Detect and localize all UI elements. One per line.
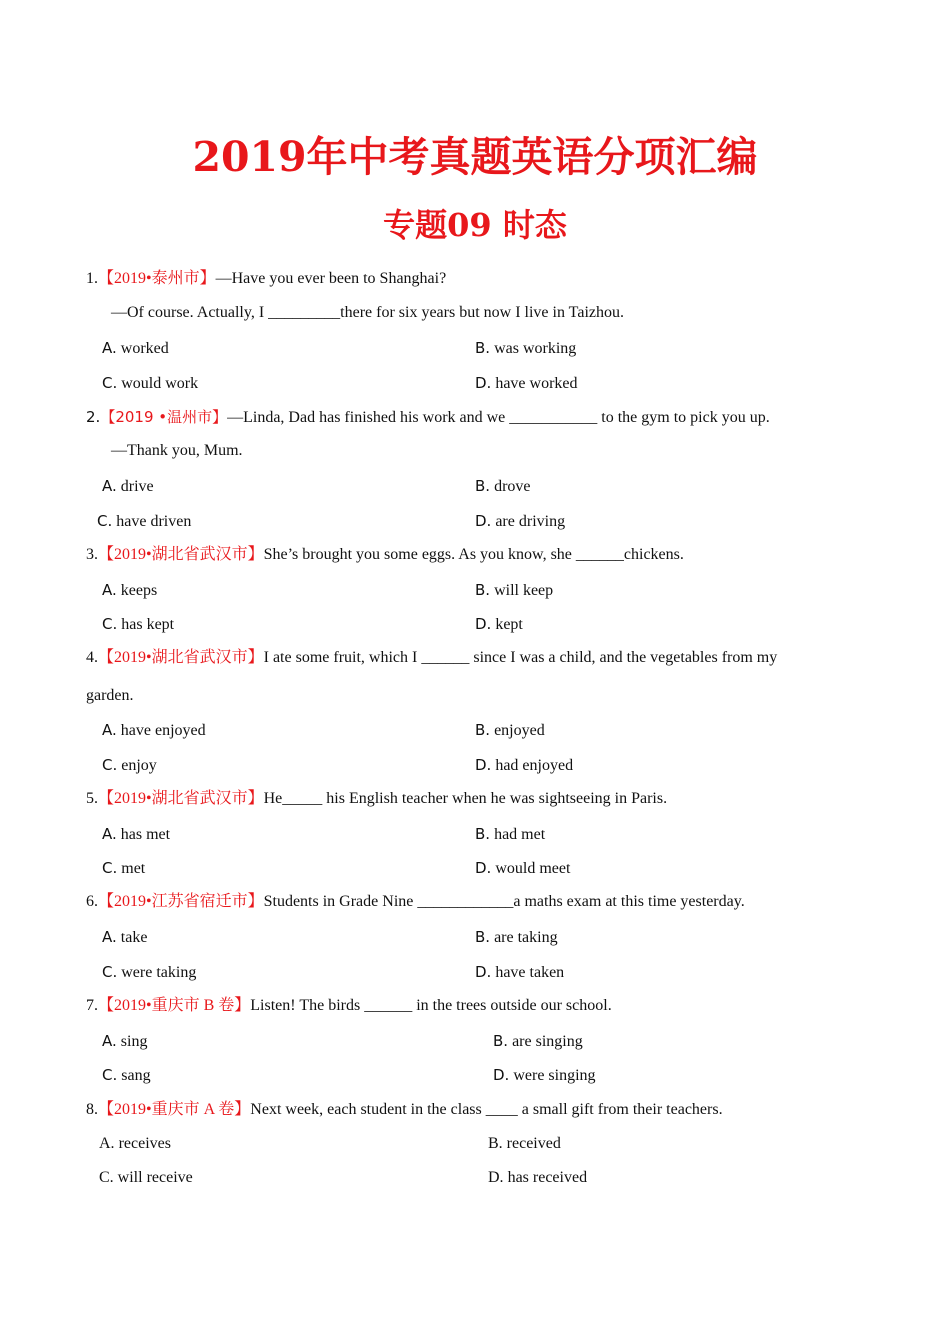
question-stem: She’s brought you some eggs. As you know, she ______chickens. — [263, 546, 684, 563]
question-2-line-2: —Thank you, Mum. — [111, 442, 243, 459]
option-a[interactable]: A. worked — [102, 339, 169, 357]
question-1-line-2: —Of course. Actually, I _________there for six years but now I live in Taizhou. — [111, 304, 624, 321]
question-stem: He_____ his English teacher when he was sightseeing in Paris. — [263, 790, 668, 807]
option-b[interactable]: B. drove — [475, 477, 531, 495]
option-a[interactable]: A. sing — [102, 1032, 148, 1050]
option-a[interactable]: A. receives — [99, 1135, 171, 1152]
option-a[interactable]: A. keeps — [102, 581, 158, 599]
question-source: 【2019•重庆市 B 卷】 — [98, 997, 251, 1014]
question-4-line-2: garden. — [86, 687, 134, 704]
option-a[interactable]: A. drive — [102, 477, 154, 495]
question-number: 1. — [86, 270, 98, 287]
option-c[interactable]: C. has kept — [102, 615, 175, 633]
question-source: 【2019•湖北省武汉市】 — [98, 649, 264, 666]
question-source: 【2019•湖北省武汉市】 — [98, 790, 264, 807]
option-c[interactable]: C. sang — [102, 1066, 151, 1084]
page-subtitle: 专题09 时态 — [383, 206, 567, 244]
option-c[interactable]: C. were taking — [102, 963, 197, 981]
question-source: 【2019•江苏省宿迁市】 — [98, 893, 264, 910]
option-d[interactable]: D. would meet — [475, 859, 571, 877]
question-source: 【2019•湖北省武汉市】 — [98, 546, 264, 563]
question-5 — [86, 789, 667, 809]
question-3 — [86, 545, 684, 565]
option-d[interactable]: D. are driving — [475, 512, 566, 530]
question-number: 5. — [86, 790, 98, 807]
option-a[interactable]: A. have enjoyed — [102, 721, 206, 739]
question-stem: Next week, each student in the class ____ a small gift from their teachers. — [250, 1101, 723, 1118]
option-c[interactable]: C. met — [102, 859, 146, 877]
question-1 — [86, 269, 446, 289]
option-b[interactable]: B. are taking — [475, 928, 558, 946]
question-8 — [86, 1100, 723, 1120]
option-c[interactable]: C. enjoy — [102, 756, 157, 774]
question-source: 【2019•重庆市 A 卷】 — [98, 1101, 251, 1118]
question-stem: —Linda, Dad has finished his work and we ___________ to the gym to pick you up. — [227, 409, 770, 426]
question-number: 6. — [86, 893, 98, 910]
option-a[interactable]: A. has met — [102, 825, 171, 843]
option-c[interactable]: C. will receive — [99, 1169, 193, 1186]
question-stem: Listen! The birds ______ in the trees outside our school. — [250, 997, 612, 1014]
option-d[interactable]: D. had enjoyed — [475, 756, 574, 774]
option-b[interactable]: B. enjoyed — [475, 721, 545, 739]
page-title: 2019年中考真题英语分项汇编 — [192, 133, 758, 181]
option-b[interactable]: B. will keep — [475, 581, 554, 599]
option-a[interactable]: A. take — [102, 928, 148, 946]
question-stem: Students in Grade Nine ____________a maths exam at this time yesterday. — [263, 893, 745, 910]
option-d[interactable]: D. has received — [488, 1169, 588, 1186]
question-source: 【2019 •温州市】 — [100, 408, 228, 426]
question-number: 4. — [86, 649, 98, 666]
option-b[interactable]: B. received — [488, 1135, 561, 1152]
option-d[interactable]: D. were singing — [493, 1066, 596, 1084]
question-stem: —Have you ever been to Shanghai? — [215, 270, 447, 287]
question-2 — [86, 407, 770, 428]
question-number: 7. — [86, 997, 98, 1014]
question-number: 8. — [86, 1101, 98, 1118]
question-source: 【2019•泰州市】 — [98, 270, 216, 287]
option-c[interactable]: C. have driven — [97, 512, 192, 530]
option-b[interactable]: B. are singing — [493, 1032, 583, 1050]
question-number: 3. — [86, 546, 98, 563]
option-d[interactable]: D. have taken — [475, 963, 565, 981]
option-d[interactable]: D. have worked — [475, 374, 578, 392]
question-6 — [86, 892, 745, 912]
option-b[interactable]: B. was working — [475, 339, 577, 357]
question-number: 2. — [86, 408, 101, 426]
question-stem: I ate some fruit, which I ______ since I was a child, and the vegetables from my — [263, 649, 778, 666]
question-7 — [86, 996, 612, 1016]
option-b[interactable]: B. had met — [475, 825, 546, 843]
option-c[interactable]: C. would work — [102, 374, 199, 392]
option-d[interactable]: D. kept — [475, 615, 523, 633]
question-4 — [86, 648, 777, 668]
